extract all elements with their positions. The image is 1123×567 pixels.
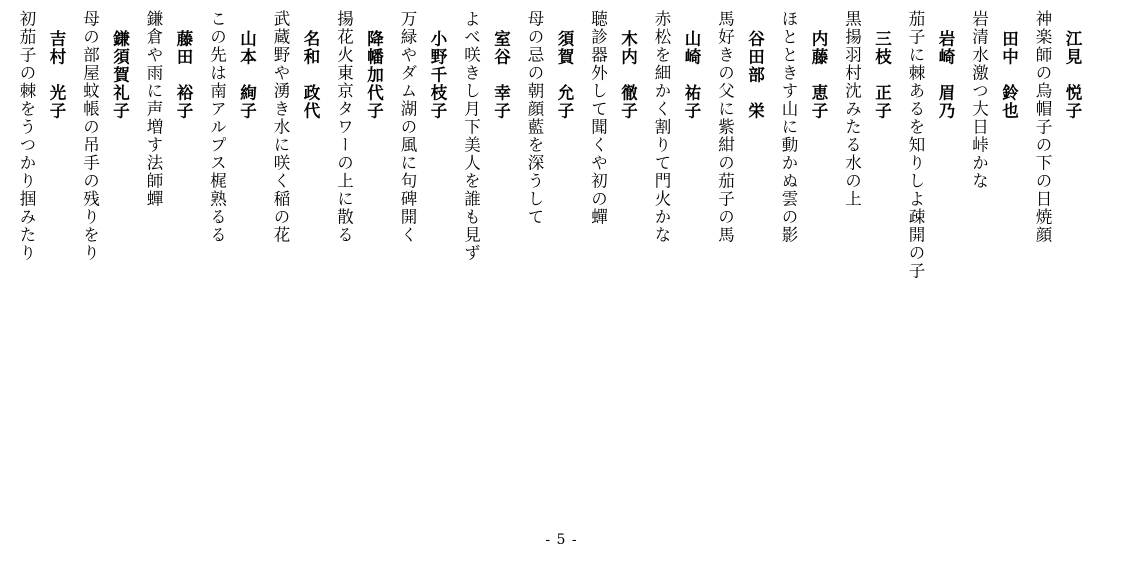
- author-name: 須賀 允子: [555, 30, 574, 120]
- haiku-entry: [575, 10, 639, 226]
- author-name: 藤田 裕子: [174, 30, 193, 120]
- haiku-text: よべ咲きし月下美人を誰も見ず: [461, 10, 481, 262]
- author-name: 鎌須賀礼子: [110, 30, 130, 120]
- page-number: - 5 -: [545, 532, 578, 548]
- haiku-entry: [766, 10, 830, 244]
- haiku-entry: [639, 10, 703, 244]
- haiku-text: 揚花火東京タワーの上に散る: [334, 10, 354, 244]
- haiku-text: 万緑やダム湖の風に句碑開く: [398, 10, 417, 244]
- author-name: 江見 悦子: [1063, 30, 1082, 120]
- author-name: 降幡加代子: [364, 30, 384, 120]
- haiku-entry: [194, 10, 258, 244]
- haiku-entry: [67, 10, 131, 262]
- haiku-entry: [702, 10, 766, 244]
- author-name: 岩崎 眉乃: [936, 30, 955, 120]
- author-name: 山崎 祐子: [682, 30, 701, 120]
- author-name: 山本 絢子: [237, 30, 257, 120]
- haiku-text: 母の忌の朝顔藍を深うして: [525, 10, 544, 226]
- author-name: 吉村 光子: [47, 30, 66, 120]
- haiku-entry: [385, 10, 449, 244]
- author-name: 室谷 幸子: [491, 30, 511, 120]
- haiku-text: 武蔵野や湧き水に咲く稲の花: [271, 10, 290, 244]
- haiku-text: 岩清水激つ大日峠かな: [969, 10, 989, 190]
- haiku-entry: [448, 10, 512, 262]
- author-name: 谷田部 栄: [745, 30, 765, 120]
- haiku-entry: [321, 10, 385, 244]
- author-name: 三枝 正子: [872, 30, 892, 120]
- haiku-entry: [829, 10, 893, 208]
- haiku-text: 黒揚羽村沈みたる水の上: [842, 10, 862, 208]
- haiku-entry: [1020, 10, 1084, 244]
- author-name: 木内 徹子: [618, 30, 638, 120]
- haiku-text: 鎌倉や雨に声増す法師蟬: [144, 10, 163, 208]
- haiku-text: この先は南アルプス梶熟るる: [207, 10, 227, 244]
- haiku-entry: [258, 10, 322, 244]
- haiku-entry: [131, 10, 195, 208]
- haiku-text: 茄子に棘あるを知りしよ疎開の子: [906, 10, 925, 280]
- haiku-text: 初茄子の棘をうつかり掴みたり: [17, 10, 36, 262]
- haiku-entry: [4, 10, 68, 262]
- haiku-text: ほとときす山に動かぬ雲の影: [779, 10, 798, 244]
- author-name: 田中 鈴也: [999, 30, 1019, 120]
- author-name: 小野千枝子: [428, 30, 447, 120]
- haiku-entry: [893, 10, 957, 280]
- haiku-entry: [956, 10, 1020, 190]
- haiku-text: 母の部屋蚊帳の吊手の残りをり: [80, 10, 100, 262]
- author-name: 内藤 恵子: [809, 30, 828, 120]
- haiku-entry: [512, 10, 576, 226]
- author-name: 名和 政代: [301, 30, 320, 120]
- haiku-text: 馬好きの父に紫紺の茄子の馬: [715, 10, 735, 244]
- haiku-text: 神楽師の烏帽子の下の日焼顔: [1033, 10, 1052, 244]
- haiku-columns: [17, 10, 1083, 310]
- haiku-text: 聴診器外して聞くや初の蟬: [588, 10, 608, 226]
- haiku-text: 赤松を細かく割りて門火かな: [652, 10, 671, 244]
